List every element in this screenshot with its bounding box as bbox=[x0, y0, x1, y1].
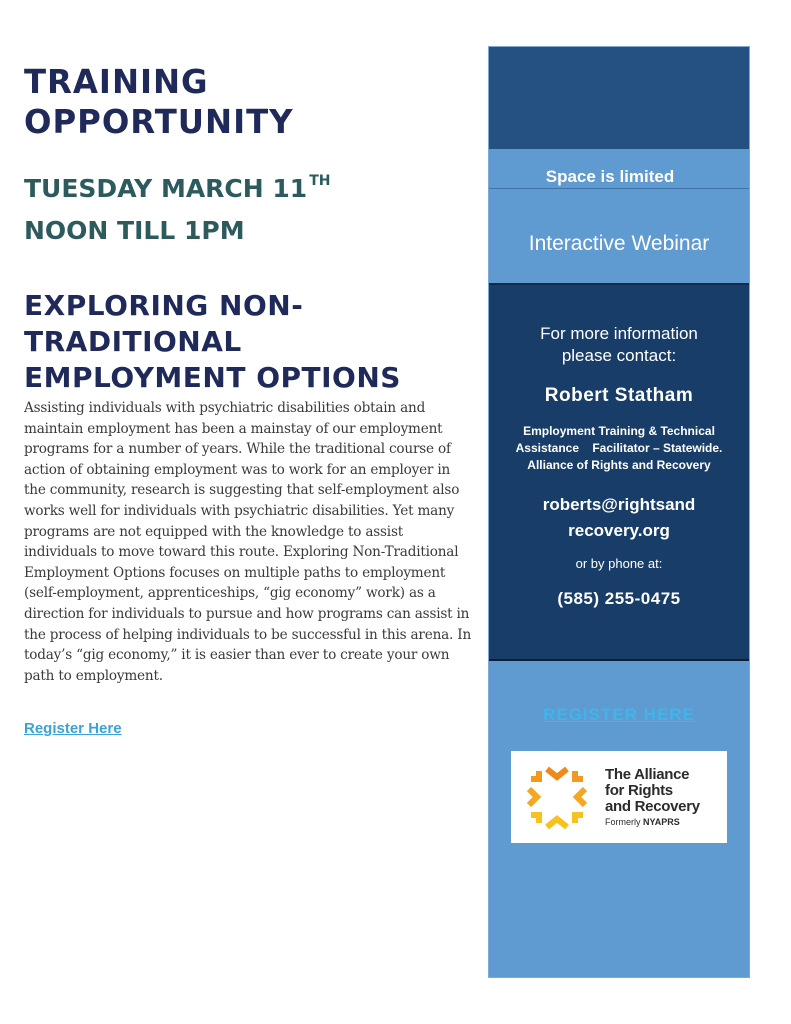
session-title-line-2: TRADITIONAL bbox=[24, 325, 242, 358]
contact-role-line-2: Assistance Facilitator – Statewide. bbox=[515, 441, 723, 455]
contact-intro-line-2: please contact: bbox=[561, 346, 677, 365]
sidebar-footer bbox=[489, 661, 749, 977]
logo-chevron-bottom bbox=[547, 819, 567, 827]
webinar-format-label: Interactive Webinar bbox=[489, 189, 749, 285]
session-description: Assisting individuals with psychiatric disabilities obtain and maintain employment has been a mainstay of our employment programs for a number of years. While the traditional course of action of obtaining employment was to work for an employer in the community, research is suggesting that self-employment also works well for individuals with psychiatric disabilities. Yet many programs are not equipped with the knowledge to assist individuals to move toward this route. Exploring Non-Traditional Employment Options focuses on multiple paths to employment (self-employment, apprenticeships, “gig economy” work) as a direction for individuals to pursue and how programs can assist in the process of helping individuals to be successful in this arena. In today’s “gig economy,” it is easier than ever to create your own path to employment. bbox=[24, 400, 472, 684]
title-line-2: OPPORTUNITY bbox=[24, 102, 294, 141]
starburst-logo-icon bbox=[517, 757, 597, 837]
contact-email-line-2: recovery.org bbox=[568, 521, 670, 540]
contact-email-line-1: roberts@rightsand bbox=[542, 495, 696, 514]
logo-chevron-left bbox=[529, 789, 537, 805]
contact-panel bbox=[489, 285, 749, 661]
space-limited-banner: Space is limited bbox=[489, 149, 749, 189]
logo-formerly-label: Formerly bbox=[605, 817, 641, 827]
register-here-button[interactable]: REGISTER HERE bbox=[543, 705, 695, 724]
logo-corner-br bbox=[575, 815, 583, 823]
logo-formerly bbox=[605, 817, 700, 827]
register-here-link[interactable]: Register Here bbox=[24, 720, 122, 738]
session-title-line-1: EXPLORING NON- bbox=[24, 289, 304, 322]
logo-corner-bl bbox=[531, 815, 539, 823]
session-title bbox=[24, 288, 474, 396]
logo-chevron-top bbox=[547, 769, 567, 777]
logo-line-2: for Rights bbox=[605, 782, 673, 799]
contact-role-line-1: Employment Training & Technical bbox=[523, 424, 715, 438]
alliance-logo bbox=[511, 751, 727, 843]
flyer-main-column bbox=[24, 62, 474, 738]
logo-line-1: The Alliance bbox=[605, 766, 690, 783]
event-datetime bbox=[24, 160, 474, 252]
event-date bbox=[24, 160, 474, 210]
contact-phone[interactable]: (585) 255-0475 bbox=[557, 589, 681, 608]
logo-wordmark bbox=[605, 767, 700, 827]
session-title-line-3: EMPLOYMENT OPTIONS bbox=[24, 361, 401, 394]
logo-chevron-right bbox=[577, 789, 585, 805]
event-date-text: TUESDAY MARCH 11 bbox=[24, 174, 308, 203]
logo-formerly-name: NYAPRS bbox=[643, 817, 680, 827]
logo-name bbox=[605, 767, 700, 815]
contact-email[interactable] bbox=[489, 492, 749, 544]
logo-line-3: and Recovery bbox=[605, 798, 700, 815]
contact-role-line-3: Alliance of Rights and Recovery bbox=[527, 458, 711, 472]
logo-corner-tr bbox=[575, 771, 583, 779]
contact-role bbox=[489, 423, 749, 474]
sidebar-header-band bbox=[489, 47, 749, 149]
date-suffix: TH bbox=[309, 173, 331, 189]
info-sidebar bbox=[488, 46, 750, 978]
contact-intro bbox=[489, 323, 749, 367]
phone-label: or by phone at: bbox=[575, 556, 663, 571]
logo-corner-tl bbox=[531, 771, 539, 779]
title-line-1: TRAINING bbox=[24, 62, 209, 101]
page-title bbox=[24, 62, 465, 142]
contact-name: Robert Statham bbox=[544, 385, 694, 406]
contact-intro-line-1: For more information bbox=[540, 324, 698, 343]
event-time: NOON TILL 1PM bbox=[24, 216, 245, 245]
